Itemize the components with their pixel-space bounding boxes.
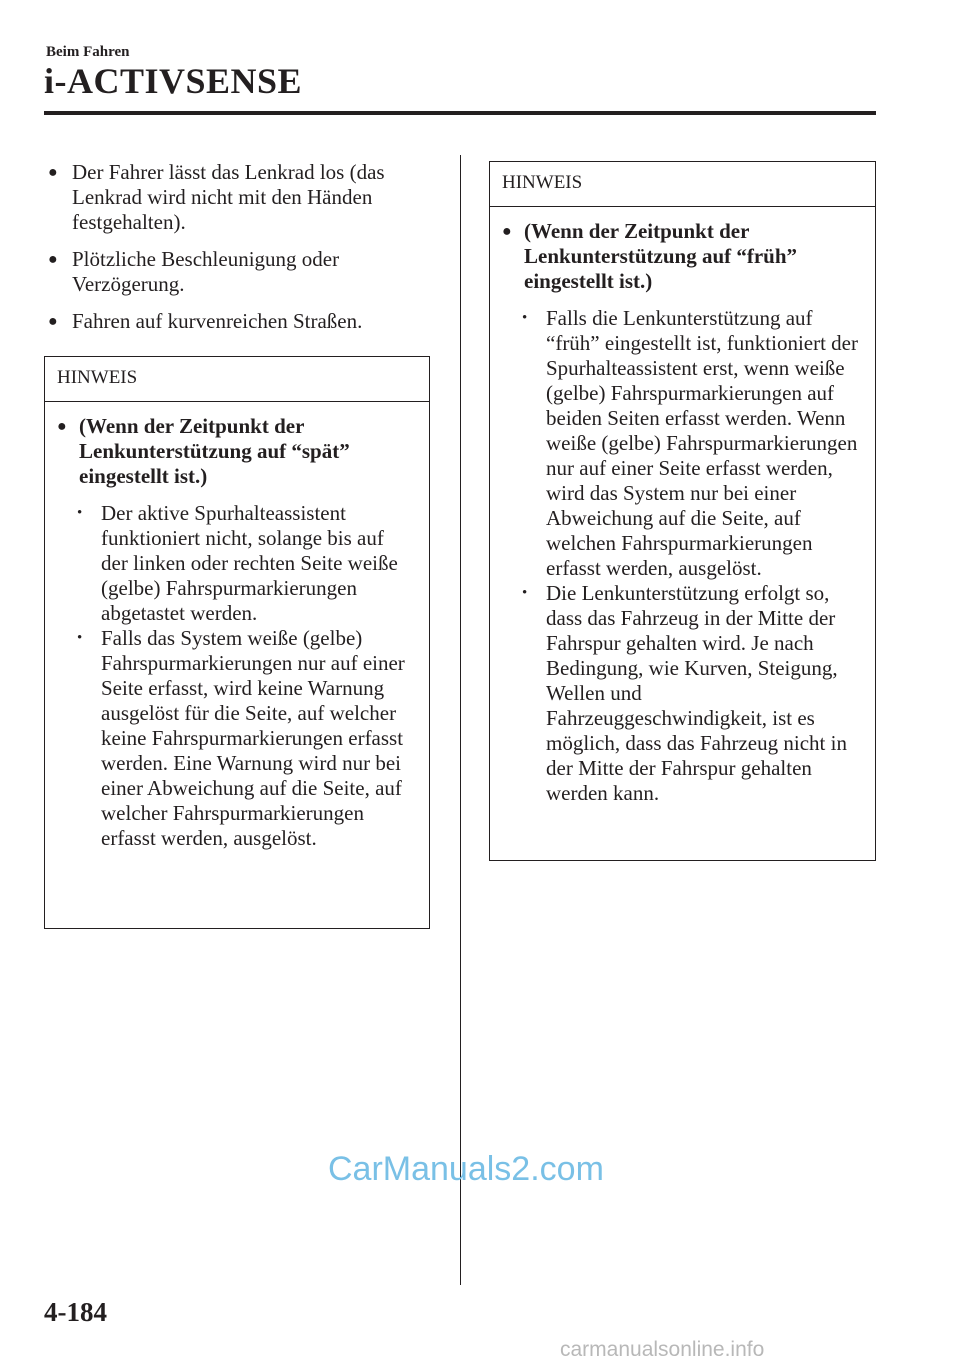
note-body <box>490 207 875 822</box>
sub-bullet-icon: • <box>522 310 528 326</box>
list-item-text: Plötzliche Beschleunigung oder Verzögerung. <box>72 247 340 296</box>
watermark-url: carmanualsonline.info <box>560 1338 765 1361</box>
list-item-text: Der Fahrer lässt das Lenkrad los (das Lenkrad wird nicht mit den Händen festgehalten). <box>72 160 385 234</box>
note-item-text: Der aktive Spurhalteassistent funktioniert nicht, solange bis auf der linken oder rechten Seite weiße (gelbe) Fahrspurmarkierungen abgetastet werden. <box>101 501 398 625</box>
sub-bullet-icon: • <box>77 630 83 646</box>
column-divider <box>460 155 461 1285</box>
list-item-text: Fahren auf kurvenreichen Straßen. <box>72 309 363 333</box>
note-heading: HINWEIS <box>45 357 429 402</box>
note-item-text: Falls das System weiße (gelbe) Fahrspurmarkierungen nur auf einer Seite erfasst, wird keine Warnung ausgelöst für die Seite, auf welcher keine Fahrspurmarkierungen erfasst werden. Eine Warnung wird nur bei einer Abweichung auf die Seite, auf welcher Fahrspurmarkierungen erfasst werden, ausgelöst. <box>101 626 405 850</box>
list-item <box>46 160 432 235</box>
left-column <box>46 160 432 346</box>
list-item <box>46 247 432 297</box>
list-item <box>46 309 432 334</box>
sub-bullet-icon: • <box>77 505 83 521</box>
note-title-text: (Wenn der Zeitpunkt der Lenkunterstützung auf “früh” eingestellt ist.) <box>524 219 798 293</box>
bullet-icon: ● <box>502 223 512 240</box>
note-item <box>502 581 861 806</box>
note-item <box>57 501 415 626</box>
note-item-text: Falls die Lenkunterstützung auf “früh” eingestellt ist, funktioniert der Spurhalteassistent erst, wenn weiße (gelbe) Fahrspurmarkierungen auf beiden Seiten erfasst werden. Wenn weiße (gelbe) Fahrspurmarkierungen nur auf einer Seite erfasst werden, wird das System nur bei einer Abweichung auf die Seite, auf welchen Fahrspurmarkierungen erfasst werden, ausgelöst. <box>546 306 858 580</box>
note-item <box>502 306 861 581</box>
sub-bullet-icon: • <box>522 585 528 601</box>
bullet-icon: ● <box>48 313 58 330</box>
chapter-title: i-ACTIVSENSE <box>44 61 303 101</box>
note-body <box>45 402 429 867</box>
bullet-icon: ● <box>48 164 58 181</box>
note-box-early <box>489 161 876 861</box>
page-number: 4-184 <box>44 1297 107 1327</box>
watermark-logo: CarManuals2.com <box>328 1150 604 1188</box>
bullet-icon: ● <box>48 251 58 268</box>
note-box-late <box>44 356 430 929</box>
header-rule <box>44 111 876 115</box>
bullet-icon: ● <box>57 418 67 435</box>
note-item <box>57 626 415 851</box>
note-title-text: (Wenn der Zeitpunkt der Lenkunterstützung auf “spät” eingestellt ist.) <box>79 414 350 488</box>
section-title: Beim Fahren <box>46 44 130 60</box>
note-title <box>57 414 415 489</box>
note-heading: HINWEIS <box>490 162 875 207</box>
note-title <box>502 219 861 294</box>
note-item-text: Die Lenkunterstützung erfolgt so, dass das Fahrzeug in der Mitte der Fahrspur gehalten wird. Je nach Bedingung, wie Kurven, Steigung, Wellen und Fahrzeuggeschwindigkeit, ist es möglich, dass das Fahrzeug nicht in der Mitte der Fahrspur gehalten werden kann. <box>546 581 847 805</box>
